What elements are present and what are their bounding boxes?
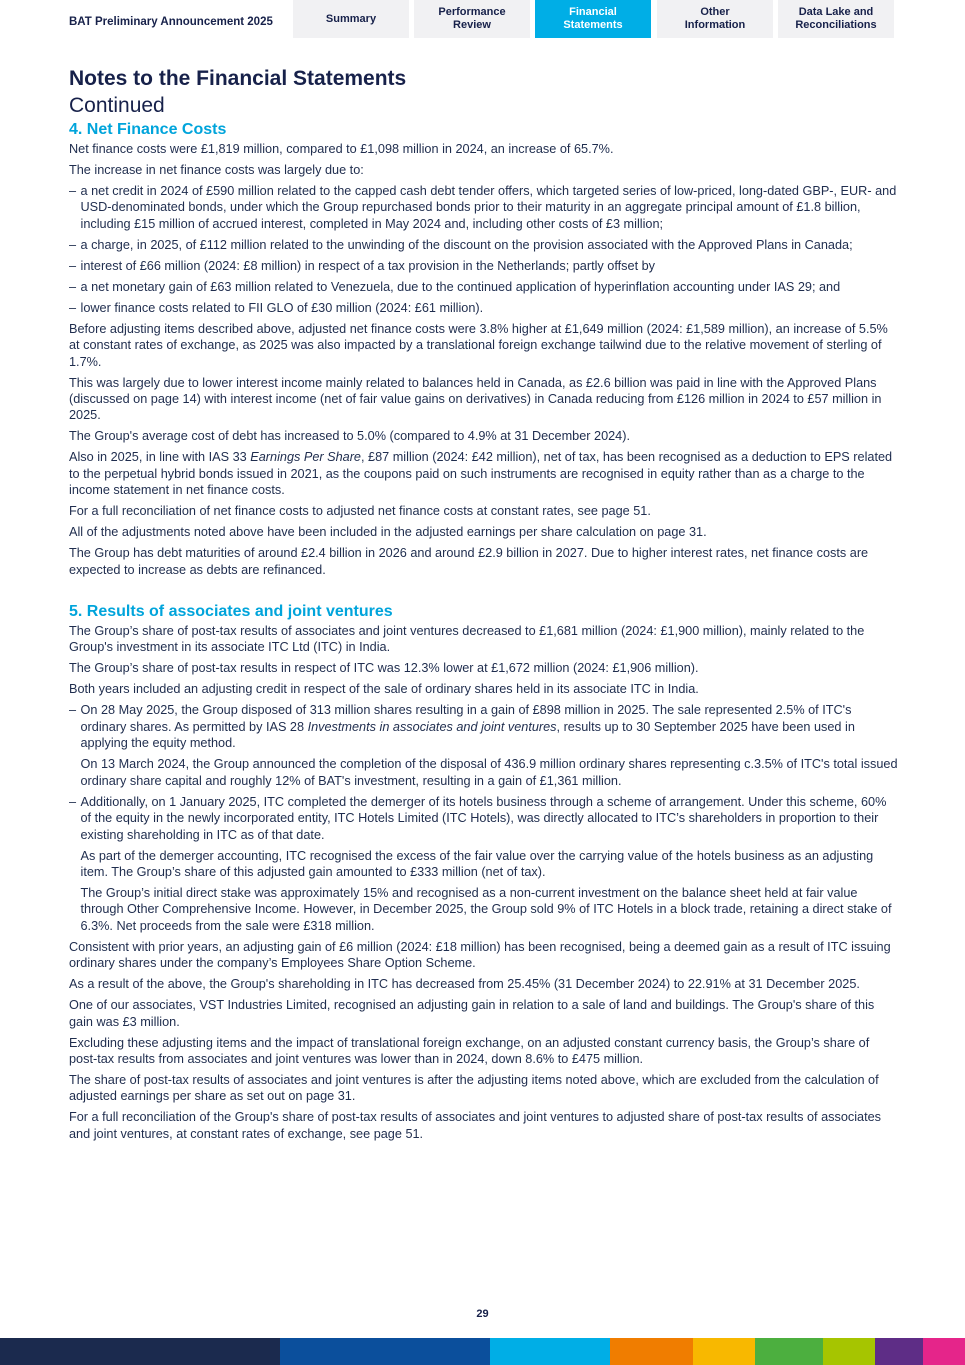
color-segment [0, 1338, 280, 1365]
text-run: On 28 May 2025, the Group disposed of 313 million shares resulting in a gain of £898 million in 2025. The sale represented 2.5% of ITC's ordinary shares. As permitted by IAS 28 [80, 703, 852, 734]
color-segment [923, 1338, 965, 1365]
section-heading-associates: 5. Results of associates and joint ventures [69, 603, 393, 621]
list-item: – a net monetary gain of £63 million related to Venezuela, due to the continued application of hyperinflation accounting under IAS 29; and [69, 279, 899, 295]
paragraph: The Group’s share of post-tax results in respect of ITC was 12.3% lower at £1,672 million (2024: £1,906 million). [69, 661, 699, 676]
top-navigation [0, 0, 965, 40]
list-item-continuation: The Group’s initial direct stake was approximately 15% and recognised as a non-current investment on the balance sheet held at fair value through Other Comprehensive Income. However, in December 2025, the Group sold 9% of ITC Hotels in a block trade, retaining a direct stake of 6.3%. Net proceeds from the sale were £318 million. [80, 885, 892, 933]
list-item: – Additionally, on 1 January 2025, ITC completed the demerger of its hotels business through a scheme of arrangement. Under this scheme, 60% of the equity in the newly incorporated entity, ITC Hotels Limited (ITC Hotels), was directly allocated to ITC’s shareholders in proportion to their existing shareholding in ITC as of that date. [69, 794, 899, 843]
list-item-continuation: As part of the demerger accounting, ITC recognised the excess of the fair value over the carrying value of the hotels business as an adjusting item. The Group’s share of this adjusted gain amounted to £333 million (net of tax). [80, 848, 874, 879]
text-run: , results up to 30 September 2025 have been used in applying the equity method. [80, 719, 855, 751]
page-subtitle: Continued [69, 94, 165, 117]
list-item: – lower finance costs related to FII GLO of £30 million (2024: £61 million). [69, 300, 899, 316]
tab-performance-review[interactable] [414, 0, 530, 38]
page-number: 29 [476, 1308, 489, 1320]
paragraph [69, 449, 899, 498]
paragraph: Net finance costs were £1,819 million, compared to £1,098 million in 2024, an increase of 65.7%. [69, 142, 614, 156]
text-run: Also in 2025, in line with IAS 33 [69, 450, 251, 465]
tab-financial-statements-label: Financial Statements [563, 6, 623, 31]
footer-color-bar [0, 1338, 965, 1365]
color-segment [490, 1338, 610, 1365]
paragraph: For a full reconciliation of net finance costs to adjusted net finance costs at constant rates, see page 51. [69, 504, 651, 519]
paragraph: Excluding these adjusting items and the impact of translational foreign exchange, on an adjusted constant currency basis, the Group’s share of post-tax results from associates and joint ventures was lower than in 2024, down 8.6% to £475 million. [69, 1035, 870, 1066]
color-segment [280, 1338, 490, 1365]
paragraph: Both years included an adjusting credit in respect of the sale of ordinary shares held in its associate ITC in India. [69, 682, 699, 697]
paragraph: The increase in net finance costs was largely due to: [69, 163, 364, 177]
tab-data-lake-label: Data Lake and Reconciliations [795, 6, 877, 31]
list-item-continuation: On 13 March 2024, the Group announced the completion of the disposal of 436.9 million ordinary shares representing c.3.5% of ITC's total issued ordinary share capital and roughly 12% of BAT's investment, resulting in a gain of £1,361 million. [80, 757, 898, 788]
tab-performance-review-label: Performance Review [438, 6, 506, 31]
paragraph: As a result of the above, the Group's shareholding in ITC has decreased from 25.45% (31 December 2024) to 22.91% at 31 December 2025. [69, 977, 860, 992]
tab-other-information[interactable] [657, 0, 773, 38]
color-segment [610, 1338, 693, 1365]
tab-summary[interactable]: Summary [293, 0, 409, 38]
brand-title: BAT Preliminary Announcement 2025 [69, 16, 273, 28]
paragraph: For a full reconciliation of the Group's share of post-tax results of associates and joint ventures to adjusted share of post-tax results of associates and joint ventures, at constant rates of exchange, see page 51. [69, 1110, 882, 1141]
paragraph: The share of post-tax results of associates and joint ventures is after the adjusting items noted above, which are excluded from the calculation of adjusted earnings per share as set out on page 31. [69, 1072, 879, 1104]
tab-financial-statements[interactable] [535, 0, 651, 38]
color-segment [823, 1338, 875, 1365]
text-italic: Investments in associates and joint ventures [307, 719, 557, 734]
paragraph: Consistent with prior years, an adjusting gain of £6 million (2024: £18 million) has been recognised, being a deemed gain as a result of ITC issuing ordinary shares under the company’s Employees Share Option Scheme. [69, 939, 891, 971]
paragraph: One of our associates, VST Industries Limited, recognised an adjusting gain in relation to a sale of land and buildings. The Group's share of this gain was £3 million. [69, 998, 875, 1029]
tab-other-information-label: Other Information [684, 6, 746, 31]
tab-data-lake-reconciliations[interactable] [778, 0, 894, 38]
color-segment [693, 1338, 755, 1365]
paragraph: This was largely due to lower interest income mainly related to balances held in Canada, as £2.6 billion was paid in line with the Approved Plans (discussed on page 14) with interest income (net of fair value gains on derivatives) in Canada reducing from £126 million in 2024 to £57 million in 2025. [69, 375, 882, 423]
page-title: Notes to the Financial Statements [69, 67, 407, 90]
section-heading-net-finance-costs: 4. Net Finance Costs [69, 121, 227, 138]
list-item [69, 702, 899, 751]
paragraph: The Group has debt maturities of around £2.4 billion in 2026 and around £2.9 billion in 2027. Due to higher interest rates, net finance costs are expected to increase as debts are refinanced. [69, 546, 869, 577]
list-item: – a net credit in 2024 of £590 million related to the capped cash debt tender offers, which targeted series of low-priced, long-dated GBP-, EUR- and USD-denominated bonds, under which the Group repurchased bonds prior to their maturity in an aggregate principal amount of £1.8 billion, including £15 million of accrued interest, completed in May 2024 and, including other costs of £3 million; [69, 183, 899, 232]
color-segment [755, 1338, 823, 1365]
paragraph: The Group's average cost of debt has increased to 5.0% (compared to 4.9% at 31 December 2024). [69, 429, 630, 444]
paragraph: Before adjusting items described above, adjusted net finance costs were 3.8% higher at £1,649 million (2024: £1,589 million), an increase of 5.5% at constant rates of exchange, as 2025 was also impacted by a translational foreign exchange tailwind due to the relative movement of sterling of 1.7%. [69, 321, 888, 369]
paragraph: All of the adjustments noted above have been included in the adjusted earnings per share calculation on page 31. [69, 525, 707, 540]
list-item: – interest of £66 million (2024: £8 million) in respect of a tax provision in the Netherlands; partly offset by [69, 258, 899, 274]
text-italic: Earnings Per Share [250, 450, 361, 465]
list-item: – a charge, in 2025, of £112 million related to the unwinding of the discount on the provision associated with the Approved Plans in Canada; [69, 237, 899, 253]
paragraph: The Group’s share of post-tax results of associates and joint ventures decreased to £1,681 million (2024: £1,900 million), mainly related to the Group's investment in its associate ITC Ltd (ITC) in India. [69, 624, 865, 655]
text-run: , £87 million (2024: £42 million), net of tax, has been recognised as a deduction to EPS related to the perpetual hybrid bonds issued in 2021, as the coupons paid on such instruments are recognised in equity rather than as a charge to the income statement in net finance costs. [69, 450, 893, 498]
page-content [69, 66, 899, 1147]
color-segment [875, 1338, 923, 1365]
